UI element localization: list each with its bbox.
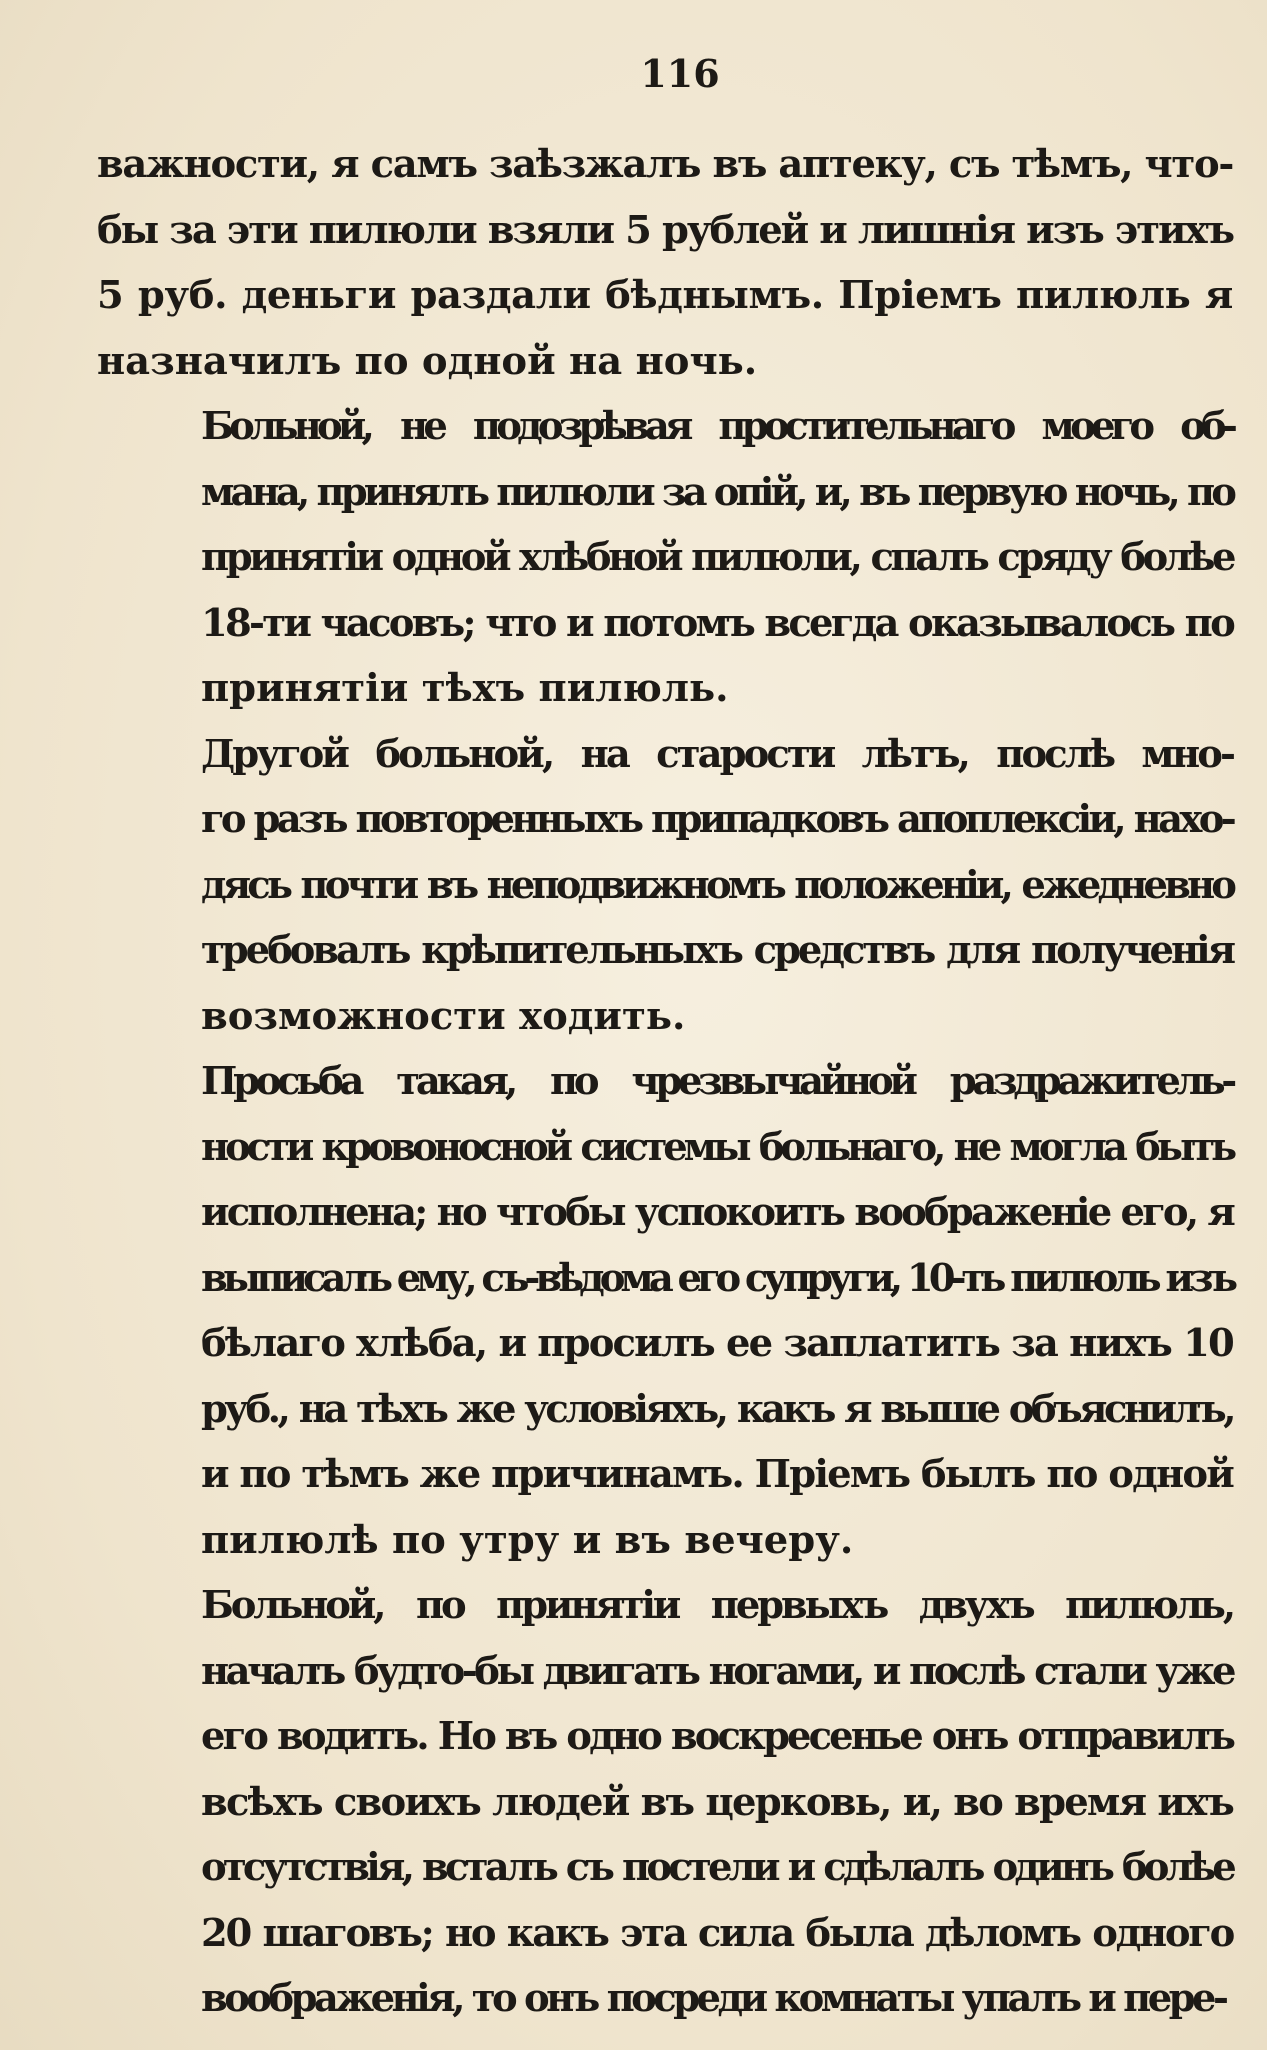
paragraph [97, 722, 1233, 1050]
text-line: го разъ повторенныхъ припадковъ апоплексіи, нахо- [201, 797, 1233, 842]
text-line: отсутствія, всталъ съ постели и сдѣлалъ одинъ болѣе [201, 1845, 1233, 1890]
text-line: его водить. Но въ одно воскресенье онъ отправилъ [201, 1714, 1233, 1759]
text-line: бы за эти пилюли взяли 5 рублей и лишнія изъ этихъ [97, 207, 1233, 253]
paragraph [97, 394, 1233, 722]
text-line: 18-ти часовъ; что и потомъ всегда оказывалось по [201, 600, 1233, 646]
text-line: Больной, не подозрѣвая простительнаго моего об- [201, 404, 1233, 449]
paragraph [97, 1049, 1233, 1573]
text-line: воображенія, то онъ посреди комнаты упалъ и пере- [201, 1976, 1226, 2021]
text-line: Просьба такая, по чрезвычайной раздражитель- [201, 1059, 1233, 1104]
text-line: исполнена; но чтобы успокоить воображеніе его, я [201, 1190, 1233, 1235]
page-text [97, 132, 1233, 2032]
text-line: принятіи одной хлѣбной пилюли, спалъ сряду болѣе [201, 535, 1233, 580]
text-line: 20 шаговъ; но какъ эта сила была дѣломъ одного [201, 1910, 1233, 1956]
text-line: требовалъ крѣпительныхъ средствъ для полученія [201, 928, 1233, 973]
paragraph [97, 132, 1233, 394]
text-line: назначилъ по одной на ночь. [97, 338, 758, 384]
text-line: руб., на тѣхъ же условіяхъ, какъ я выше объяснилъ, [201, 1386, 1233, 1432]
text-line: началъ будто-бы двигать ногами, и послѣ стали уже [201, 1648, 1233, 1694]
text-line: принятіи тѣхъ пилюль. [201, 666, 729, 711]
text-line: выписалъ ему, съ-вѣдома его супруги, 10-ть пилюль изъ [201, 1255, 1233, 1301]
text-line: Больной, по принятіи первыхъ двухъ пилюль, [201, 1583, 1233, 1628]
text-line: ности кровоносной системы больнаго, не могла быть [201, 1124, 1233, 1170]
text-line: 5 руб. деньги раздали бѣднымъ. Пріемъ пилюль я [97, 273, 1233, 318]
text-line: и по тѣмъ же причинамъ. Пріемъ былъ по одной [201, 1452, 1233, 1497]
text-line: дясь почти въ неподвижномъ положеніи, ежедневно [201, 862, 1233, 908]
text-line: важности, я самъ заѣзжалъ въ аптеку, съ тѣмъ, что- [97, 142, 1233, 187]
page-number: 116 [640, 51, 720, 96]
text-line: пилюлѣ по утру и въ вечеру. [201, 1517, 854, 1563]
text-line: возможности ходить. [201, 993, 686, 1039]
text-line: мана, принялъ пилюли за опій, и, въ первую ночь, по [201, 469, 1233, 515]
paragraph [97, 1573, 1233, 2032]
text-line: всѣхъ своихъ людей въ церковь, и, во время ихъ [201, 1779, 1233, 1825]
text-line: бѣлаго хлѣба, и просилъ ее заплатить за нихъ 10 [201, 1321, 1233, 1366]
text-line: Другой больной, на старости лѣтъ, послѣ мно- [201, 731, 1233, 777]
